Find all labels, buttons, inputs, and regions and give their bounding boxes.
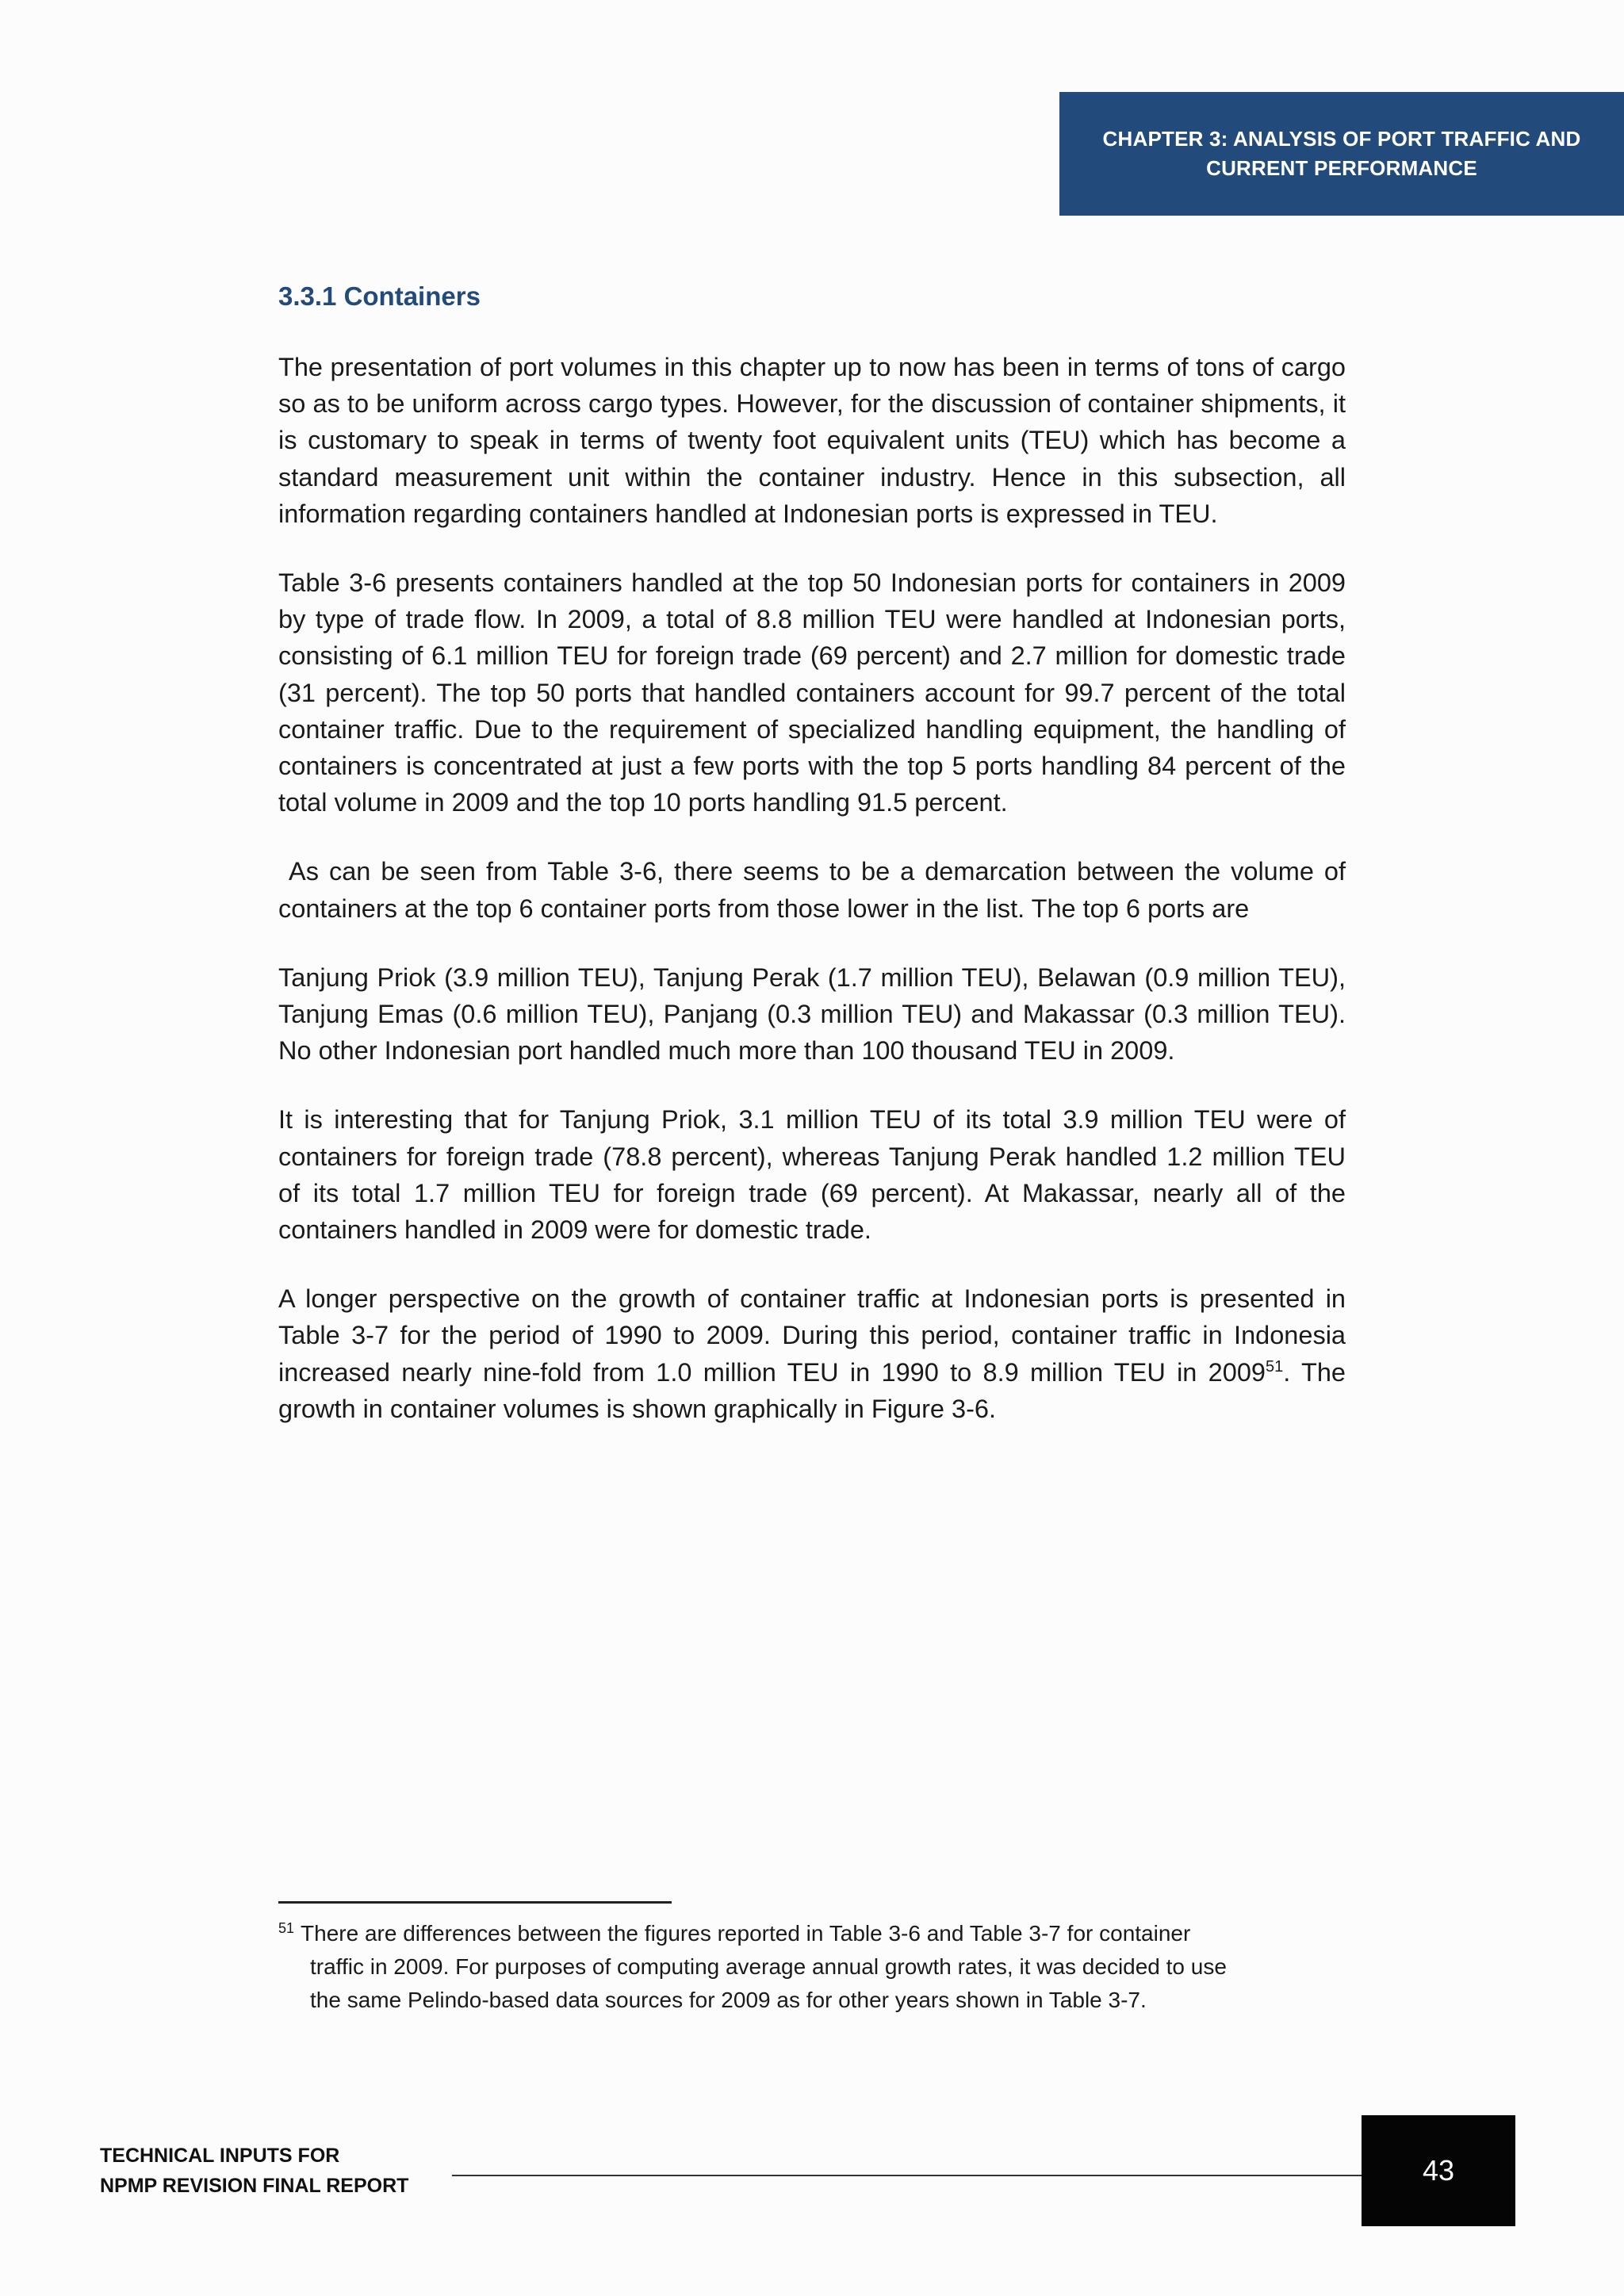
paragraph-5: It is interesting that for Tanjung Priok, 3.1 million TEU of its total 3.9 million TEU were of containers for foreign trade (78.8 percent), whereas Tanjung Perak handled 1.2 million TEU of its total 1.7 million TEU for foreign trade (69 percent). At Makassar, nearly all of the containers handled in 2009 were for domestic trade. xyxy=(278,1105,1346,1245)
page-number: 43 xyxy=(1422,2154,1455,2187)
page-number-box xyxy=(1362,2115,1515,2226)
chapter-title-line2: CURRENT PERFORMANCE xyxy=(1206,156,1477,180)
paragraph-3: As can be seen from Table 3-6, there seems to be a demarcation between the volume of containers at the top 6 container ports from those lower in the list. The top 6 ports are xyxy=(278,857,1354,923)
footer-line1: TECHNICAL INPUTS FOR xyxy=(100,2145,340,2167)
footnote-separator xyxy=(278,1901,672,1904)
paragraph-6-text: A longer perspective on the growth of container traffic at Indonesian ports is presented in Table 3-7 for the period of 1990 to 2009. During this period, container traffic in Indonesia increased nearly nine-fold from 1.0 million TEU in 1990 to 8.9 million TEU in 2009 xyxy=(278,1284,1346,1387)
footnote-line2: traffic in 2009. For purposes of computing average annual growth rates, it was decided to use xyxy=(310,1954,1227,1979)
main-content xyxy=(278,274,1354,1460)
footnote-reference[interactable]: 51 xyxy=(1265,1357,1284,1376)
paragraph-4: Tanjung Priok (3.9 million TEU), Tanjung Perak (1.7 million TEU), Belawan (0.9 million TEU), Tanjung Emas (0.6 million TEU), Panjang (0.3 million TEU) and Makassar (0.3 million TEU). No other Indonesian port handled much more than 100 thousand TEU in 2009. xyxy=(278,962,1346,1066)
paragraph-6 xyxy=(278,1280,1346,1427)
footnote-line3: the same Pelindo-based data sources for 2009 as for other years shown in Table 3-7. xyxy=(310,1988,1147,2012)
footnote-line1: There are differences between the figures reported in Table 3-6 and Table 3-7 for container xyxy=(301,1921,1191,1946)
footer-divider xyxy=(452,2175,1364,2176)
chapter-title-line1: CHAPTER 3: ANALYSIS OF PORT TRAFFIC AND xyxy=(1102,127,1581,151)
chapter-header-banner xyxy=(1059,92,1624,216)
footnote-number: 51 xyxy=(278,1919,295,1936)
paragraph-2: Table 3-6 presents containers handled at the top 50 Indonesian ports for containers in 2009 by type of trade flow. In 2009, a total of 8.8 million TEU were handled at Indonesian ports, consisting of 6.1 million TEU for foreign trade (69 percent) and 2.7 million for domestic trade (31 percent). The top 50 ports that handled containers account for 99.7 percent of the total container traffic. Due to the requirement of specialized handling equipment, the handling of containers is concentrated at just a few ports with the top 5 ports handling 84 percent of the total volume in 2009 and the top 10 ports handling 91.5 percent. xyxy=(278,568,1346,817)
footer-report-title xyxy=(100,2141,408,2201)
paragraph-6-text-end: . The growth in container volumes is shown graphically in Figure 3-6. xyxy=(278,1357,1346,1423)
section-heading: 3.3.1 Containers xyxy=(278,281,481,311)
footnote xyxy=(278,1917,1346,2017)
footer-line2: NPMP REVISION FINAL REPORT xyxy=(100,2175,409,2197)
paragraph-1: The presentation of port volumes in this chapter up to now has been in terms of tons of cargo so as to be uniform across cargo types. However, for the discussion of container shipments, it is customary to speak in terms of twenty foot equivalent units (TEU) which has become a standard measurement unit within the container industry. Hence in this subsection, all information regarding containers handled at Indonesian ports is expressed in TEU. xyxy=(278,353,1346,528)
